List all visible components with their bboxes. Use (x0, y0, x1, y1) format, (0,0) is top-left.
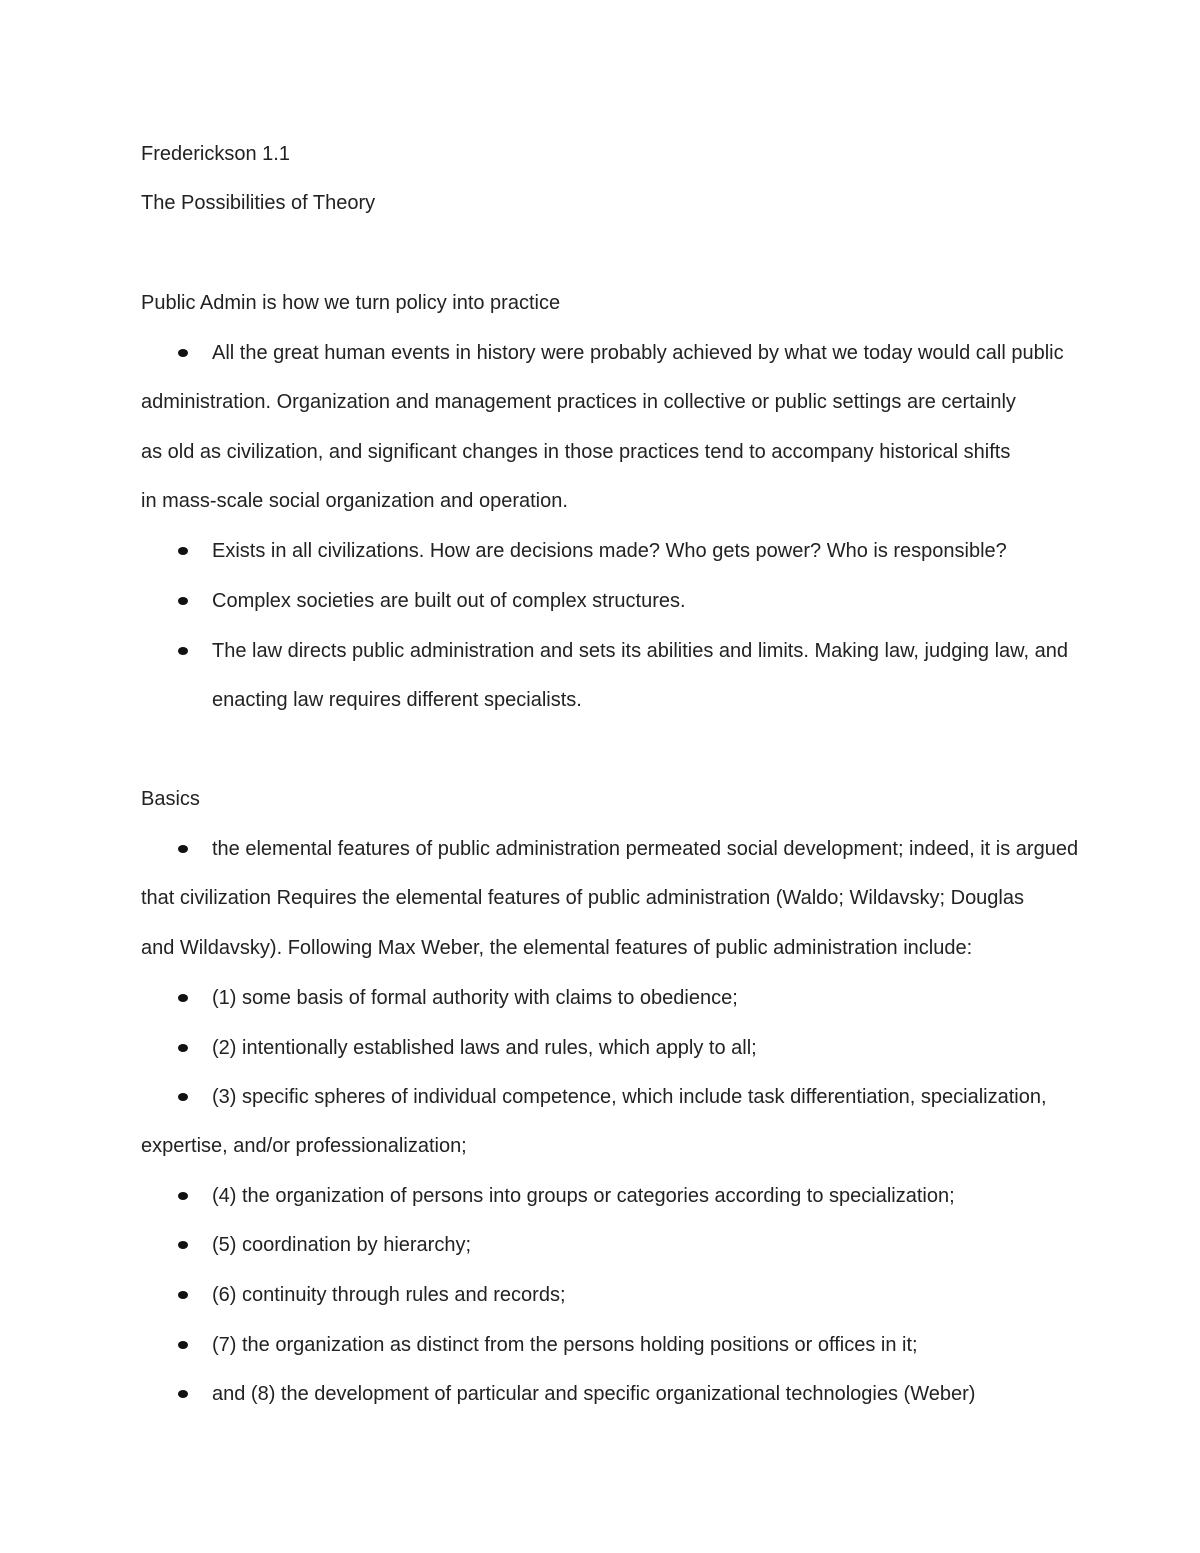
bullet-icon (178, 1390, 188, 1398)
document-title: Frederickson 1.1 (141, 143, 290, 165)
list-item: and (8) the development of particular and specific organizational technologies (Weber) (212, 1383, 976, 1405)
list-item: the elemental features of public administration permeated social development; indeed, it is argued (212, 838, 1079, 860)
list-item-continuation: enacting law requires different specialists. (212, 689, 582, 711)
list-item: (5) coordination by hierarchy; (212, 1234, 472, 1256)
bullet-icon (178, 1241, 188, 1249)
bullet-icon (178, 597, 188, 605)
list-item: Complex societies are built out of complex structures. (212, 590, 686, 612)
list-item: (2) intentionally established laws and rules, which apply to all; (212, 1037, 757, 1059)
bullet-icon (178, 1291, 188, 1299)
paragraph-line: in mass-scale social organization and operation. (141, 490, 568, 512)
list-item: (7) the organization as distinct from the persons holding positions or offices in it; (212, 1334, 918, 1356)
bullet-icon (178, 1341, 188, 1349)
document-subtitle: The Possibilities of Theory (141, 192, 376, 214)
bullet-icon (178, 1044, 188, 1052)
list-item: All the great human events in history were probably achieved by what we today would call public (212, 342, 1064, 364)
paragraph-line: that civilization Requires the elemental features of public administration (Waldo; Wildavsky; Douglas (141, 887, 1024, 909)
bullet-icon (178, 1192, 188, 1200)
list-item: (4) the organization of persons into groups or categories according to specialization; (212, 1185, 955, 1207)
list-item: (6) continuity through rules and records; (212, 1284, 566, 1306)
bullet-icon (178, 1093, 188, 1101)
list-item: (1) some basis of formal authority with claims to obedience; (212, 987, 738, 1009)
bullet-icon (178, 349, 188, 357)
list-item: The law directs public administration and sets its abilities and limits. Making law, judging law, and (212, 640, 1068, 662)
list-item: Exists in all civilizations. How are decisions made? Who gets power? Who is responsible? (212, 540, 1007, 562)
list-item: (3) specific spheres of individual competence, which include task differentiation, specialization, (212, 1086, 1047, 1108)
paragraph-line: administration. Organization and management practices in collective or public settings are certainly (141, 391, 1016, 413)
section-heading-public-admin: Public Admin is how we turn policy into practice (141, 292, 561, 314)
bullet-icon (178, 647, 188, 655)
bullet-icon (178, 845, 188, 853)
paragraph-line: expertise, and/or professionalization; (141, 1135, 467, 1157)
bullet-icon (178, 994, 188, 1002)
paragraph-line: and Wildavsky). Following Max Weber, the elemental features of public administration include: (141, 937, 973, 959)
paragraph-line: as old as civilization, and significant changes in those practices tend to accompany historical shifts (141, 441, 1011, 463)
section-heading-basics: Basics (141, 788, 200, 810)
bullet-icon (178, 547, 188, 555)
